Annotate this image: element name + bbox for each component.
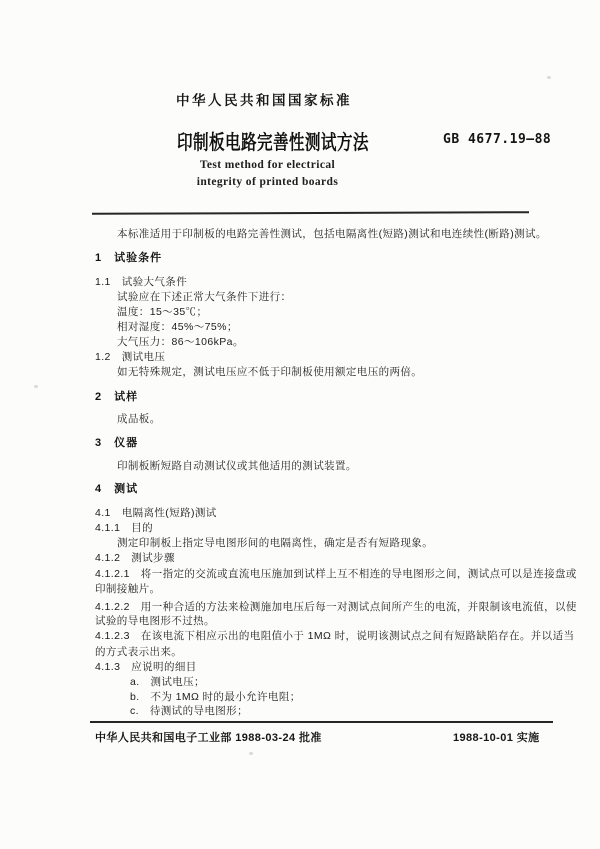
- effective-date: 1988-10-01 实施: [453, 732, 540, 744]
- clause-1-2-heading: 1.2 测试电压: [95, 351, 166, 363]
- list-item-b: b. 不为 1MΩ 时的最小允许电阻；: [130, 691, 301, 703]
- section-2-text: 成品板。: [117, 413, 161, 425]
- clause-4-1-2-2-text-line2: 试验的导电图形不过热。: [95, 615, 215, 627]
- clause-4-1-3-heading: 4.1.3 应说明的细目: [95, 661, 197, 673]
- clause-4-1-2-1-text-line2: 印制接触片。: [95, 583, 161, 595]
- list-item-a: a. 测试电压；: [130, 676, 205, 688]
- footer-divider-rule: [90, 721, 553, 723]
- condition-humidity: 相对湿度：45%～75%；: [117, 321, 238, 333]
- section-3-heading: 3 仪器: [95, 437, 139, 449]
- list-item-c: c. 待测试的导电图形；: [130, 705, 248, 717]
- document-title-english-line1: Test method for electrical: [199, 159, 336, 171]
- clause-4-1-2-3-text-line1: 4.1.2.3 在该电流下相应示出的电阻值小于 1MΩ 时，说明该测试点之间有短路缺陷存在。并以适当: [95, 630, 575, 642]
- scan-speck: [34, 385, 38, 388]
- clause-4-1-2-2-text-line1: 4.1.2.2 用一种合适的方法来检测施加电压后每一对测试点间所产生的电流，并限制该电流值，以使: [95, 601, 577, 613]
- standard-number: GB 4677.19—88: [443, 132, 552, 147]
- section-4-heading: 4 测试: [95, 483, 139, 495]
- scope-paragraph: 本标准适用于印制板的电路完善性测试，包括电隔离性(短路)测试和电连续性(断路)测试。: [117, 228, 547, 240]
- section-3-text: 印制板断短路自动测试仪或其他适用的测试装置。: [117, 460, 357, 472]
- clause-1-1-text: 试验应在下述正常大气条件下进行：: [117, 291, 292, 303]
- section-2-heading: 2 试样: [95, 391, 139, 403]
- clause-4-1-2-1-text-line1: 4.1.2.1 将一指定的交流或直流电压施加到试样上互不相连的导电图形之间，测试点可以是连接盘或: [95, 568, 577, 580]
- clause-4-1-2-heading: 4.1.2 测试步骤: [95, 552, 175, 564]
- scan-speck: [249, 752, 253, 755]
- scan-speck: [547, 76, 551, 79]
- clause-1-1-heading: 1.1 试验大气条件: [95, 276, 188, 288]
- condition-temperature: 温度：15～35℃；: [117, 306, 208, 318]
- standard-category-label: 中华人民共和国国家标准: [176, 93, 352, 108]
- section-1-heading: 1 试验条件: [95, 252, 163, 264]
- document-title-english-line2: integrity of printed boards: [196, 176, 339, 188]
- clause-4-1-1-text: 测定印制板上指定导电图形间的电隔离性，确定是否有短路现象。: [117, 537, 434, 549]
- clause-4-1-heading: 4.1 电隔离性(短路)测试: [95, 507, 217, 519]
- clause-1-2-text: 如无特殊规定，测试电压应不低于印制板使用额定电压的两倍。: [117, 366, 423, 378]
- document-title-chinese: 印制板电路完善性测试方法: [177, 132, 369, 154]
- header-divider-rule: [92, 211, 529, 215]
- clause-4-1-2-3-text-line2: 的方式表示出来。: [95, 646, 183, 658]
- clause-4-1-1-heading: 4.1.1 目的: [95, 522, 154, 534]
- approval-authority-date: 中华人民共和国电子工业部 1988-03-24 批准: [95, 732, 322, 744]
- condition-pressure: 大气压力：86～106kPa。: [117, 336, 244, 348]
